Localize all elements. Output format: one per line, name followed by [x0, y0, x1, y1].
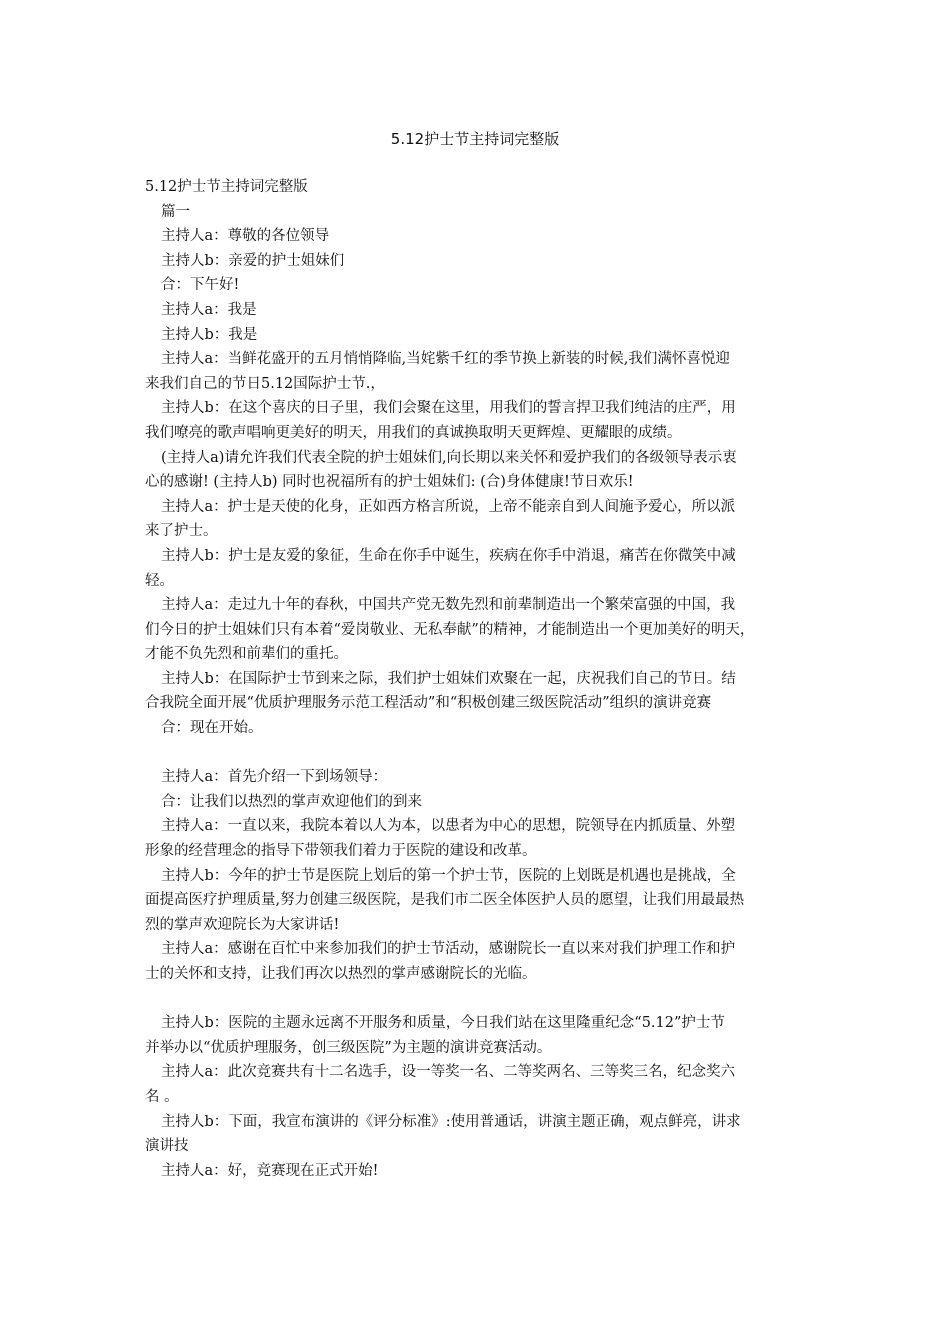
paragraph-line: 主持人a：好，竞赛现在正式开始!: [161, 1162, 379, 1179]
paragraph-line: 主持人a：走过九十年的春秋，中国共产党无数先烈和前辈制造出一个繁荣富强的中国，我: [161, 597, 736, 614]
document-heading: 5.12护士节主持词完整版: [145, 179, 308, 195]
paragraph-line: 士的关怀和支持，让我们再次以热烈的掌声感谢院长的光临。: [145, 966, 537, 982]
paragraph-line: 主持人b：医院的主题永远离不开服务和质量，今日我们站在这里隆重纪念“5.12”护士节: [161, 1015, 725, 1032]
paragraph-line: 主持人a：尊敬的各位领导: [161, 228, 330, 245]
paragraph-line: 形象的经营理念的指导下带领我们着力于医院的建设和改革。: [145, 843, 537, 860]
paragraph-line: 们今日的护士姐妹们只有本着“爱岗敬业、无私奉献”的精神，才能制造出一个更加美好的明天，: [145, 621, 755, 638]
paragraph-line: 主持人a：当鲜花盛开的五月悄悄降临,当姹紫千红的季节换上新装的时候,我们满怀喜悦迎: [161, 351, 730, 368]
paragraph-line: 主持人a：首先介绍一下到场领导：: [161, 769, 388, 786]
paragraph-line: 烈的掌声欢迎院长为大家讲话!: [145, 916, 340, 933]
paragraph-line: 主持人b：护士是友爱的象征，生命在你手中诞生，疾病在你手中消退，痛苦在你微笑中减: [161, 547, 736, 564]
paragraph-line: 合我院全面开展“优质护理服务示范工程活动”和“积极创建三级医院活动”组织的演讲竞赛: [145, 695, 712, 712]
paragraph-line: 主持人a：护士是天使的化身，正如西方格言所说，上帝不能亲自到人间施予爱心，所以派: [161, 498, 736, 515]
paragraph-line: 来我们自己的节日5.12国际护士节.，: [145, 375, 385, 392]
paragraph-line: 才能不负先烈和前辈们的重托。: [145, 646, 348, 663]
document-body: [145, 175, 807, 1183]
paragraph-line: 轻。: [145, 572, 174, 589]
paragraph-line: 我们嘹亮的歌声唱响更美好的明天，用我们的真诚换取明天更辉煌、更耀眼的成绩。: [145, 424, 682, 441]
paragraph-line: 主持人a：此次竞赛共有十二名选手，设一等奖一名、二等奖两名、三等奖三名，纪念奖六: [161, 1064, 736, 1081]
paragraph-line: (主持人a)请允许我们代表全院的护士姐妹们,向长期以来关怀和爱护我们的各级领导表示衷: [161, 449, 737, 466]
paragraph-line: 主持人a：我是: [161, 301, 257, 318]
paragraph-line: 主持人b：在国际护士节到来之际，我们护士姐妹们欢聚在一起，庆祝我们自己的节日。结: [161, 670, 736, 687]
paragraph-line: 心的感谢! (主持人b) 同时也祝福所有的护士姐妹们: (合)身体健康!节日欢乐!: [145, 474, 634, 491]
paragraph-line: 名 。: [145, 1088, 179, 1105]
paragraph-line: 合：下午好!: [161, 277, 240, 294]
paragraph-line: 并举办以“优质护理服务，创三级医院”为主题的演讲竞赛活动。: [145, 1039, 552, 1056]
paragraph-line: 主持人b：亲爱的护士姐妹们: [161, 252, 345, 269]
paragraph-line: 合：让我们以热烈的掌声欢迎他们的到来: [161, 793, 422, 810]
paragraph-line: 面提高医疗护理质量,努力创建三级医院，是我们市二医全体医护人员的愿望，让我们用最最热: [145, 892, 745, 909]
paragraph-line: 主持人b：今年的护士节是医院上划后的第一个护士节，医院的上划既是机遇也是挑战，全: [161, 867, 736, 884]
document-title: 5.12护士节主持词完整版: [390, 130, 560, 148]
paragraph-line: 来了护士。: [145, 523, 218, 540]
blank-line: [145, 741, 807, 766]
paragraph-line: 主持人b：我是: [161, 326, 258, 343]
paragraph-line: 主持人b：下面，我宣布演讲的《评分标准》:使用普通话，讲演主题正确，观点鲜亮，讲求: [161, 1113, 741, 1130]
paragraph-line: 演讲技: [145, 1138, 189, 1155]
blank-line: [145, 987, 807, 1012]
section-heading: 篇一: [161, 203, 190, 220]
paragraph-line: 主持人a：一直以来，我院本着以人为本，以患者为中心的思想，院领导在内抓质量、外塑: [161, 818, 736, 835]
paragraph-line: 合：现在开始。: [161, 720, 263, 737]
paragraph-line: 主持人a：感谢在百忙中来参加我们的护士节活动，感谢院长一直以来对我们护理工作和护: [161, 941, 736, 958]
paragraph-line: 主持人b：在这个喜庆的日子里，我们会聚在这里，用我们的誓言捍卫我们纯洁的庄严，用: [161, 400, 736, 417]
